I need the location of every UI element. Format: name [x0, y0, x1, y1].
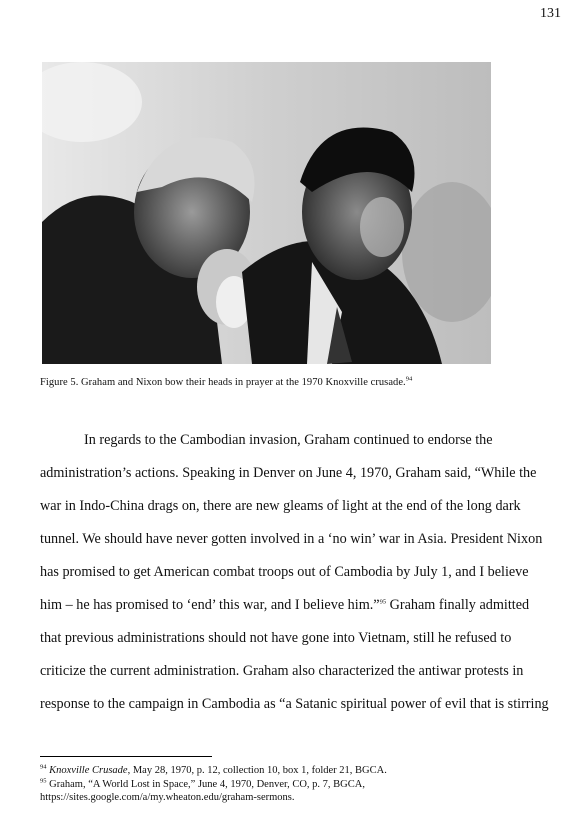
- figure-photo: [42, 62, 491, 364]
- footnote-95-url[interactable]: https://sites.google.com/a/my.wheaton.edu/graham-sermons.: [40, 792, 295, 803]
- body-line-4: tunnel. We should have never gotten involved in a ‘no win’ war in Asia. President Nixon: [40, 531, 543, 547]
- caption-text: Figure 5. Graham and Nixon bow their heads in prayer at the 1970 Knoxville crusade.: [40, 377, 406, 388]
- body-line-1: In regards to the Cambodian invasion, Graham continued to endorse the: [84, 432, 493, 448]
- body-line-7: that previous administrations should not have gone into Vietnam, still he refused to: [40, 630, 512, 646]
- footnote-94-title: Knoxville Crusade: [49, 765, 128, 776]
- footnotes: [40, 764, 560, 805]
- footnote-94: $^{94}$ Knoxville Crusade, May 28, 1970, p. 12, collection 10, box 1, folder 21, BGCA.: [40, 763, 387, 776]
- footnote-divider: [40, 756, 212, 757]
- body-line-3: war in Indo-China drags on, there are new gleams of light at the end of the long dark: [40, 498, 521, 514]
- body-line-5: has promised to get American combat troops out of Cambodia by July 1, and I believe: [40, 564, 529, 580]
- figure-caption: [40, 377, 550, 388]
- body-line-8: criticize the current administration. Graham also characterized the antiwar protests in: [40, 663, 524, 679]
- body-paragraph: [40, 424, 560, 721]
- body-line-6: him – he has promised to ‘end’ this war, and I believe him.”$^{95}$ Graham finally admitted: [40, 597, 530, 613]
- caption-footnote-ref: 94: [405, 375, 413, 383]
- prayer-photo-image: [42, 62, 491, 364]
- body-line-9: response to the campaign in Cambodia as “a Satanic spiritual power of evil that is stirring: [40, 696, 549, 712]
- footnote-95: $^{95}$ Graham, “A World Lost in Space,” June 4, 1970, Denver, CO, p. 7, BGCA,: [40, 777, 365, 790]
- body-line-2: administration’s actions. Speaking in Denver on June 4, 1970, Graham said, “While the: [40, 465, 537, 481]
- page-number: 131: [540, 6, 561, 21]
- body-footnote-ref-95: 95: [379, 598, 387, 606]
